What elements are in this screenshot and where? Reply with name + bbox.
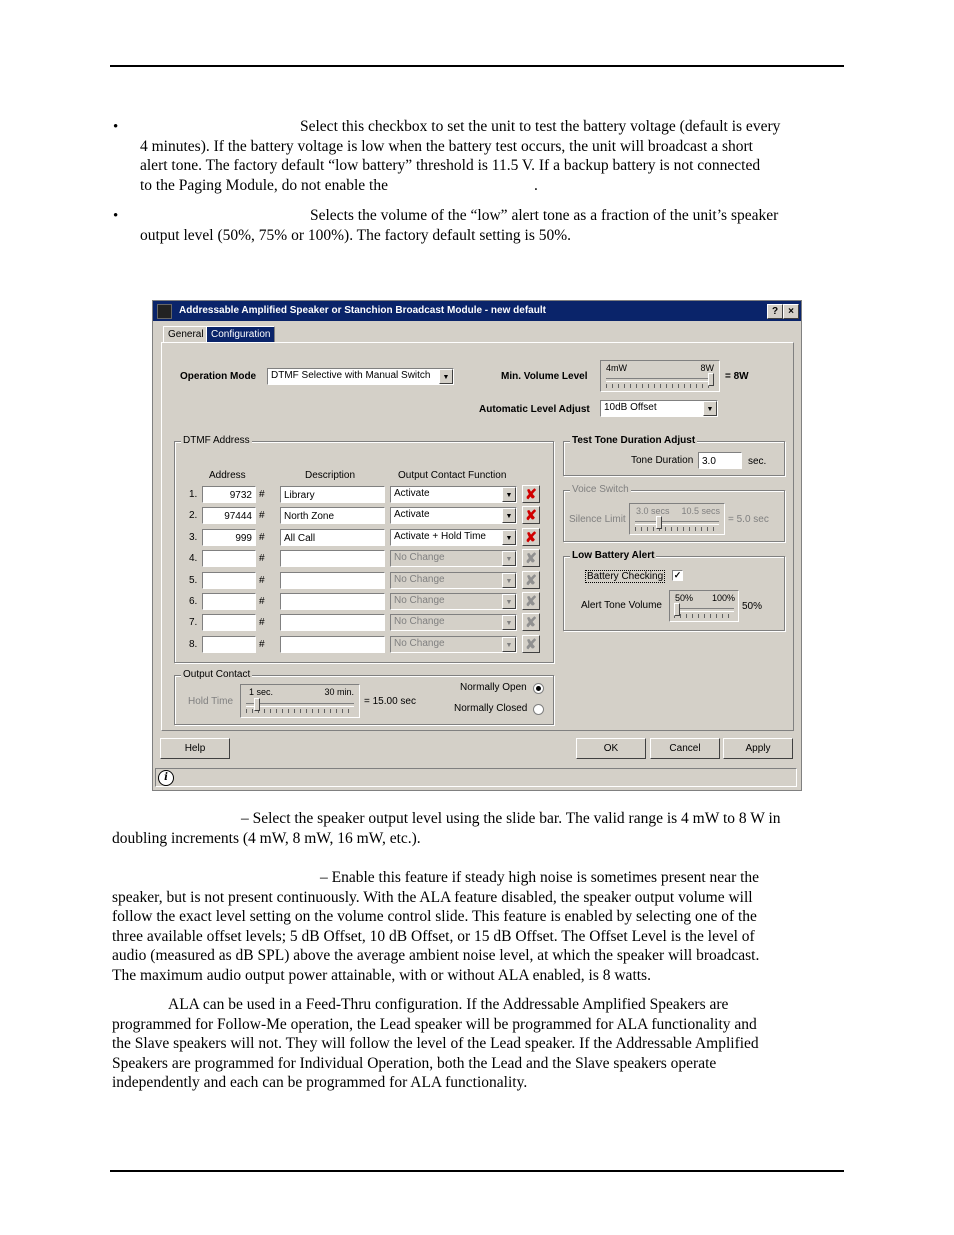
chevron-down-icon: ▼ [502, 530, 516, 545]
alert-tone-thumb[interactable] [674, 603, 680, 616]
dtmf-address-title: DTMF Address [183, 435, 250, 446]
dtmf-description-input[interactable] [280, 614, 385, 631]
dtmf-address-input[interactable]: 999 [202, 529, 256, 546]
header-rule [110, 65, 844, 67]
dtmf-hash: # [259, 489, 265, 500]
normally-closed-label: Normally Closed [454, 703, 528, 714]
chevron-down-icon: ▼ [502, 615, 516, 630]
output-contact-group [174, 669, 554, 725]
delete-icon[interactable]: ✘ [522, 571, 540, 589]
bullet-2-text: Selects the volume of the “low” alert tone as a fraction of the unit’s speaker output level (50%, 75% or 100%). The factory default setting is 50%. [140, 207, 779, 244]
low-battery-title: Low Battery Alert [572, 550, 655, 561]
para-ala: – Enable this feature if steady high noise is sometimes present near the speaker, but is not present continuously. With the ALA feature disabled, the speaker output volume will follow the exact level setting on the volume control slide. This feature is enabled by selecting one of the three available offset levels; 5 dB Offset, 10 dB Offset, or 15 dB Offset. The Offset Level is the level of audio (measured as dB SPL) above the average ambient noise level, at which the speaker will broadcast. The maximum audio output power attainable, with or without ALA enabled, is 8 watts. [112, 869, 760, 984]
delete-icon[interactable]: ✘ [522, 506, 540, 524]
dtmf-function-select[interactable]: No Change ▼ [390, 614, 517, 631]
dtmf-row-number: 7. [189, 617, 198, 629]
auto-level-select[interactable]: 10dB Offset ▼ [600, 400, 718, 417]
close-icon[interactable]: × [783, 304, 799, 319]
help-button[interactable]: Help [160, 738, 230, 759]
operation-mode-select[interactable]: DTMF Selective with Manual Switch ▼ [267, 368, 454, 385]
delete-icon[interactable]: ✘ [522, 592, 540, 610]
dtmf-description-input[interactable]: North Zone [280, 507, 385, 524]
dtmf-address-input[interactable] [202, 550, 256, 567]
dtmf-row-number: 4. [189, 553, 198, 565]
dtmf-address-group [174, 435, 554, 663]
tone-duration-input[interactable]: 3.0 [698, 452, 742, 469]
info-icon: i [158, 770, 174, 786]
min-volume-slider[interactable]: 4mW 8W [600, 360, 720, 392]
dtmf-description-input[interactable] [280, 572, 385, 589]
alert-tone-volume-slider[interactable]: 50% 100% [669, 590, 739, 622]
operation-mode-label: Operation Mode [180, 371, 257, 382]
apply-button[interactable]: Apply [723, 738, 793, 759]
alert-tone-volume-label: Alert Tone Volume [581, 600, 662, 611]
dtmf-description-input[interactable] [280, 550, 385, 567]
hold-time-value: = 15.00 sec [364, 696, 416, 707]
normally-open-label: Normally Open [460, 682, 527, 693]
para-min-volume: – Select the speaker output level using the slide bar. The valid range is 4 mW to 8 W in doubling increments (4 mW, 8 mW, 16 mW, etc.). [112, 810, 781, 847]
normally-open-radio[interactable] [533, 683, 544, 694]
dtmf-hash: # [259, 510, 265, 522]
chevron-down-icon: ▼ [502, 508, 516, 523]
dialog-title: Addressable Amplified Speaker or Stanchion Broadcast Module - new default [179, 305, 546, 316]
col-description: Description [305, 470, 356, 481]
delete-icon[interactable]: ✘ [522, 635, 540, 653]
dtmf-row-number: 2. [189, 510, 198, 522]
dtmf-function-select[interactable]: No Change ▼ [390, 593, 517, 610]
silence-limit-thumb[interactable] [656, 516, 662, 529]
dialog-titlebar [153, 301, 801, 321]
para-feed-thru: ALA can be used in a Feed-Thru configuration. If the Addressable Amplified Speakers are programmed for Follow-Me operation, the Lead speaker will be programmed for ALA functionality and the Slave speakers will not. They will follow the level of the Lead speaker. If the Addressable Amplified Speakers are programmed for Individual Operation, both the Lead and the Slave speakers operate independently and each can be programmed for ALA functionality. [112, 996, 759, 1092]
dtmf-hash: # [259, 531, 265, 543]
chevron-down-icon: ▼ [502, 551, 516, 566]
dtmf-function-select[interactable]: Activate ▼ [390, 507, 517, 524]
delete-icon[interactable]: ✘ [522, 528, 540, 546]
test-tone-title: Test Tone Duration Adjust [572, 435, 696, 446]
chevron-down-icon: ▼ [502, 487, 516, 502]
test-tone-group [563, 435, 785, 476]
ok-button[interactable]: OK [576, 738, 646, 759]
tone-duration-unit: sec. [748, 456, 767, 467]
status-bar [155, 768, 797, 787]
footer-rule [110, 1170, 844, 1172]
dtmf-address-input[interactable]: 97444 [202, 507, 256, 524]
dtmf-function-select[interactable]: No Change ▼ [390, 636, 517, 653]
dtmf-function-select[interactable]: Activate ▼ [390, 486, 517, 503]
min-volume-value: = 8W [725, 371, 749, 382]
voice-switch-title: Voice Switch [572, 484, 629, 495]
min-volume-label: Min. Volume Level [501, 371, 588, 382]
dtmf-row-number: 5. [189, 574, 198, 586]
dtmf-address-input[interactable] [202, 614, 256, 631]
dtmf-hash: # [259, 553, 265, 565]
dtmf-row-number: 8. [189, 638, 198, 650]
col-output-function: Output Contact Function [398, 470, 507, 481]
chevron-down-icon: ▼ [439, 369, 453, 384]
battery-checking-checkbox[interactable]: ✓ [673, 570, 682, 580]
tab-configuration[interactable]: Configuration [206, 326, 275, 343]
chevron-down-icon: ▼ [502, 594, 516, 609]
tone-duration-label: Tone Duration [631, 455, 694, 466]
chevron-down-icon: ▼ [502, 573, 516, 588]
dtmf-description-input[interactable] [280, 593, 385, 610]
dtmf-address-input[interactable] [202, 636, 256, 653]
bullet-1-symbol: • [113, 119, 119, 135]
bullet-1-text: Select this checkbox to set the unit to test the battery voltage (default is every 4 minutes). If the battery voltage is low when the battery test occurs, the unit will broadcast a short alert tone. The factory default “low battery” threshold is 11.5 V. If a backup battery is not connected to the Paging Module, do not enable the . [140, 118, 781, 194]
output-contact-title: Output Contact [183, 669, 251, 680]
tab-general[interactable]: General [163, 326, 209, 343]
dtmf-description-input[interactable]: Library [280, 486, 385, 503]
hold-time-thumb[interactable] [254, 698, 260, 711]
dtmf-hash: # [259, 617, 265, 629]
auto-level-label: Automatic Level Adjust [479, 404, 590, 415]
dtmf-address-input[interactable] [202, 572, 256, 589]
silence-limit-slider[interactable]: 3.0 secs 10.5 secs [629, 503, 725, 535]
dtmf-row-number: 6. [189, 596, 198, 607]
chevron-down-icon: ▼ [502, 637, 516, 652]
dtmf-address-input[interactable] [202, 593, 256, 610]
hold-time-label: Hold Time [188, 696, 234, 707]
configuration-panel [161, 342, 794, 731]
silence-limit-label: Silence Limit [569, 514, 626, 525]
hold-time-slider[interactable]: 1 sec. 30 min. [240, 684, 360, 718]
silence-limit-value: = 5.0 sec [728, 514, 769, 525]
app-icon [157, 304, 172, 319]
delete-icon[interactable]: ✘ [522, 485, 540, 503]
voice-switch-group [563, 484, 785, 542]
col-address: Address [209, 470, 246, 481]
dtmf-description-input[interactable]: All Call [280, 529, 385, 546]
dtmf-hash: # [259, 574, 265, 586]
dtmf-function-select[interactable]: No Change ▼ [390, 550, 517, 567]
delete-icon[interactable]: ✘ [522, 549, 540, 567]
dtmf-function-select[interactable]: Activate + Hold Time ▼ [390, 529, 517, 546]
dtmf-address-input[interactable]: 9732 [202, 486, 256, 503]
dtmf-function-select[interactable]: No Change ▼ [390, 572, 517, 589]
dtmf-row-number: 1. [189, 489, 198, 500]
help-icon[interactable]: ? [767, 304, 783, 319]
low-battery-group [563, 550, 785, 631]
chevron-down-icon: ▼ [703, 401, 717, 416]
bullet-2-symbol: • [113, 208, 119, 224]
dtmf-description-input[interactable] [280, 636, 385, 653]
config-dialog [152, 300, 802, 791]
normally-closed-radio[interactable] [533, 704, 544, 715]
min-volume-thumb[interactable] [708, 373, 714, 386]
dtmf-hash: # [259, 596, 265, 607]
battery-checking-label: Battery Checking [587, 571, 664, 582]
cancel-button[interactable]: Cancel [650, 738, 720, 759]
dtmf-row-number: 3. [189, 531, 198, 543]
alert-tone-volume-value: 50% [742, 601, 763, 612]
delete-icon[interactable]: ✘ [522, 613, 540, 631]
dtmf-hash: # [259, 638, 265, 650]
